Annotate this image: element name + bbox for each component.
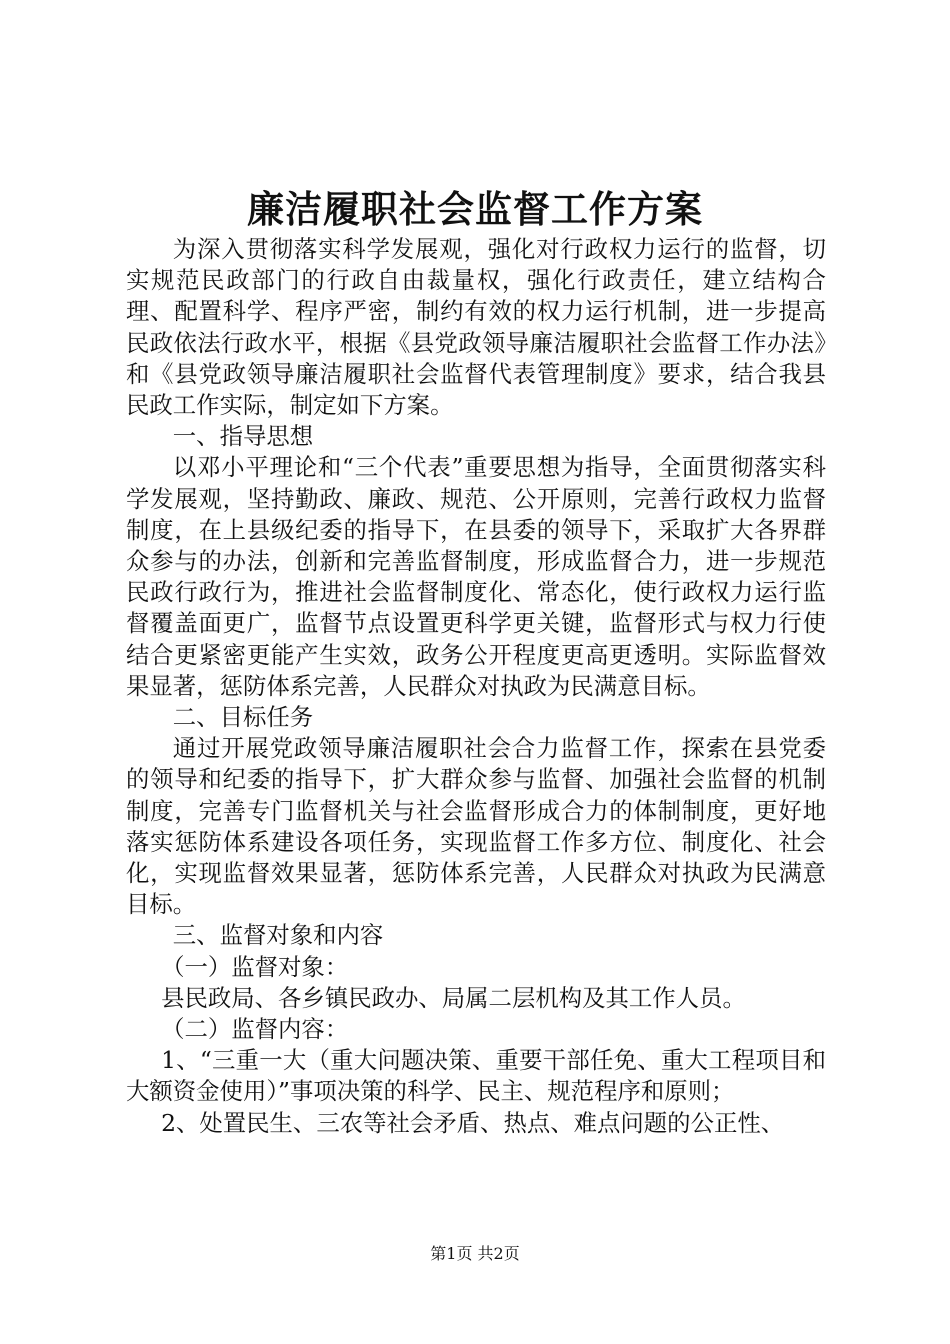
content-item-2: 2、处置民生、三农等社会矛盾、热点、难点问题的公正性、: [161, 1108, 785, 1137]
intro-paragraph: 为深入贯彻落实科学发展观，强化对行政权力运行的监督，切实规范民政部门的行政自由裁量权，强化行政责任，建立结构合理、配置科学、程序严密，制约有效的权力运行机制，进一步提高民政依法行政水平，根据《县党政领导廉洁履职社会监督工作办法》和《县党政领导廉洁履职社会监督代表管理制度》要求，结合我县民政工作实际，制定如下方案。: [126, 235, 826, 420]
section-heading-supervision: 三、监督对象和内容: [172, 921, 384, 950]
section-heading-goals: 二、目标任务: [172, 703, 314, 732]
section-heading-guiding-ideology: 一、指导思想: [172, 422, 314, 451]
subheading-supervision-targets: （一）监督对象：: [161, 952, 349, 981]
goals-paragraph: 通过开展党政领导廉洁履职社会合力监督工作，探索在县党委的领导和纪委的指导下，扩大群众参与监督、加强社会监督的机制制度，完善专门监督机关与社会监督形成合力的体制制度，更好地落实惩防体系建设各项任务，实现监督工作多方位、制度化、社会化，实现监督效果显著，惩防体系完善，人民群众对执政为民满意目标。: [126, 734, 826, 919]
subheading-supervision-content: （二）监督内容：: [161, 1015, 349, 1044]
guiding-ideology-paragraph: 以邓小平理论和“三个代表”重要思想为指导，全面贯彻落实科学发展观，坚持勤政、廉政、规范、公开原则，完善行政权力监督制度，在上县级纪委的指导下，在县委的领导下，采取扩大各界群众参与的办法，创新和完善监督制度，形成监督合力，进一步规范民政行政行为，推进社会监督制度化、常态化，使行政权力运行监督覆盖面更广，监督节点设置更科学更关键，监督形式与权力行使结合更紧密更能产生实效，政务公开程度更高更透明。实际监督效果显著，惩防体系完善，人民群众对执政为民满意目标。: [126, 453, 826, 700]
supervision-targets-paragraph: 县民政局、各乡镇民政办、局属二层机构及其工作人员。: [161, 983, 746, 1012]
document-body: [126, 234, 826, 1139]
content-item-1: 1、“三重一大（重大问题决策、重要干部任免、重大工程项目和大额资金使用）”事项决策的科学、民主、规范程序和原则；: [126, 1046, 826, 1106]
page-footer: 第1页 共2页: [430, 1244, 520, 1263]
document-title: 廉洁履职社会监督工作方案: [247, 187, 703, 231]
